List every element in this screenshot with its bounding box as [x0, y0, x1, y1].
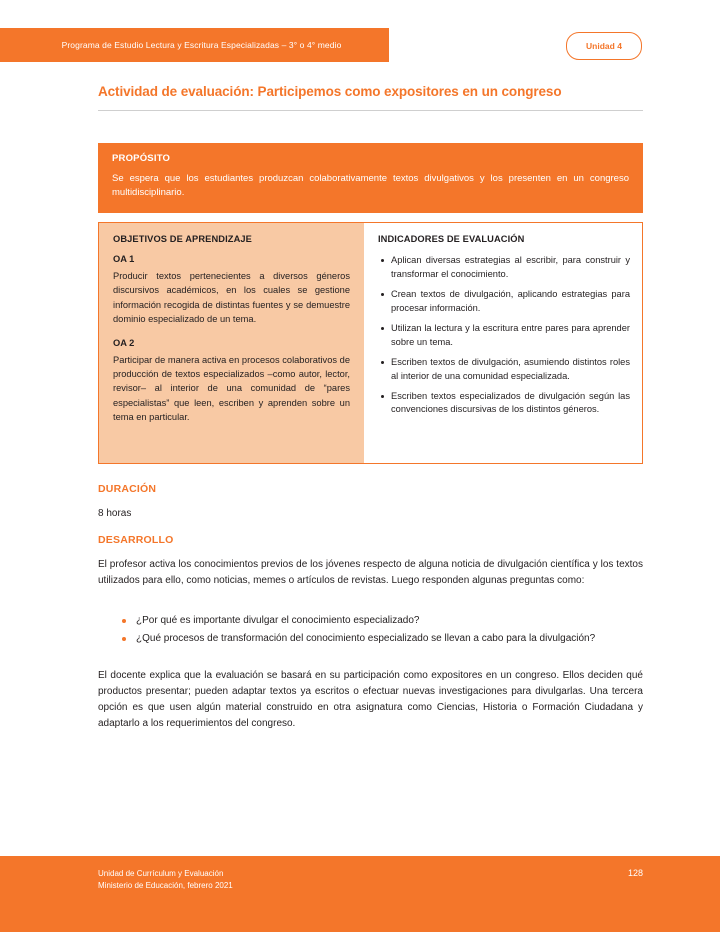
objectives-indicators-table [98, 222, 643, 464]
footer-credit-line-1: Unidad de Currículum y Evaluación [98, 869, 224, 878]
indicators-heading: INDICADORES DE EVALUACIÓN [378, 234, 525, 244]
list-item: Utilizan la lectura y la escritura entre pares para aprender sobre un tema. [391, 322, 630, 350]
page-title: Actividad de evaluación: Participemos como expositores en un congreso [98, 84, 562, 99]
objectives-column [98, 222, 364, 464]
proposito-heading: PROPÓSITO [112, 153, 171, 164]
duracion-value: 8 horas [98, 508, 132, 519]
desarrollo-paragraph-1: El profesor activa los conocimientos previos de los jóvenes respecto de alguna noticia de divulgación científica y los textos utilizados para ello, como noticias, memes o artículos de revistas. Luego responden algunas preguntas como: [98, 559, 643, 586]
proposito-block [98, 143, 643, 213]
list-item: Aplican diversas estrategias al escribir, para construir y transformar el conocimiento. [391, 254, 630, 282]
indicators-list [378, 254, 630, 417]
list-item: Escriben textos de divulgación, asumiendo distintos roles al interior de una comunidad especializada. [391, 356, 630, 384]
oa1-code: OA 1 [113, 254, 135, 264]
indicators-column [364, 222, 643, 464]
proposito-text: Se espera que los estudiantes produzcan colaborativamente textos divulgativos y los presenten en un congreso multidisciplinario. [112, 173, 629, 199]
title-divider [98, 110, 643, 111]
oa2-code: OA 2 [113, 337, 135, 348]
footer-credits [98, 868, 233, 892]
program-header-text: Programa de Estudio Lectura y Escritura Especializadas – 3° o 4° medio [61, 40, 342, 50]
desarrollo-paragraph-2: El docente explica que la evaluación se basará en su participación como expositores en un congreso. Ellos deciden qué productos presentar; pueden adaptar textos ya escritos o efectuar nuevas investigaciones para divulgarlas. Una tercera opción es que usen algún material construido en otra asignatura como Ciencias, Historia o Formación Ciudadana y adaptarlo a los requerimientos del congreso. [98, 670, 643, 729]
list-item: ¿Por qué es importante divulgar el conocimiento especializado? [120, 613, 643, 629]
desarrollo-heading: DESARROLLO [98, 534, 174, 546]
program-header-bar [0, 28, 389, 62]
footer-credit-line-2: Ministerio de Educación, febrero 2021 [98, 881, 233, 890]
unit-badge-label: Unidad 4 [586, 41, 622, 51]
oa1-text: Producir textos pertenecientes a diversos géneros discursivos académicos, en los cuales se gestione información recogida de distintas fuentes y se demuestre dominio especializado de un tema. [113, 271, 350, 325]
list-item: ¿Qué procesos de transformación del conocimiento especializado se llevan a cabo para la divulgación? [120, 631, 643, 647]
list-item: Crean textos de divulgación, aplicando estrategias para procesar información. [391, 288, 630, 316]
unit-badge [566, 32, 642, 60]
objectives-heading: OBJETIVOS DE APRENDIZAJE [113, 234, 252, 244]
duracion-heading: DURACIÓN [98, 483, 157, 495]
oa2-text: Participar de manera activa en procesos colaborativos de producción de textos especializados –como autor, lector, revisor– al interior de una comunidad de “pares especialistas” que leen, escriben y aprenden sobre un tema en particular. [113, 354, 350, 423]
desarrollo-questions-list [120, 613, 643, 649]
list-item: Escriben textos especializados de divulgación según las convenciones discursivas de los distintos géneros. [391, 390, 630, 418]
page-number: 128 [627, 868, 643, 878]
